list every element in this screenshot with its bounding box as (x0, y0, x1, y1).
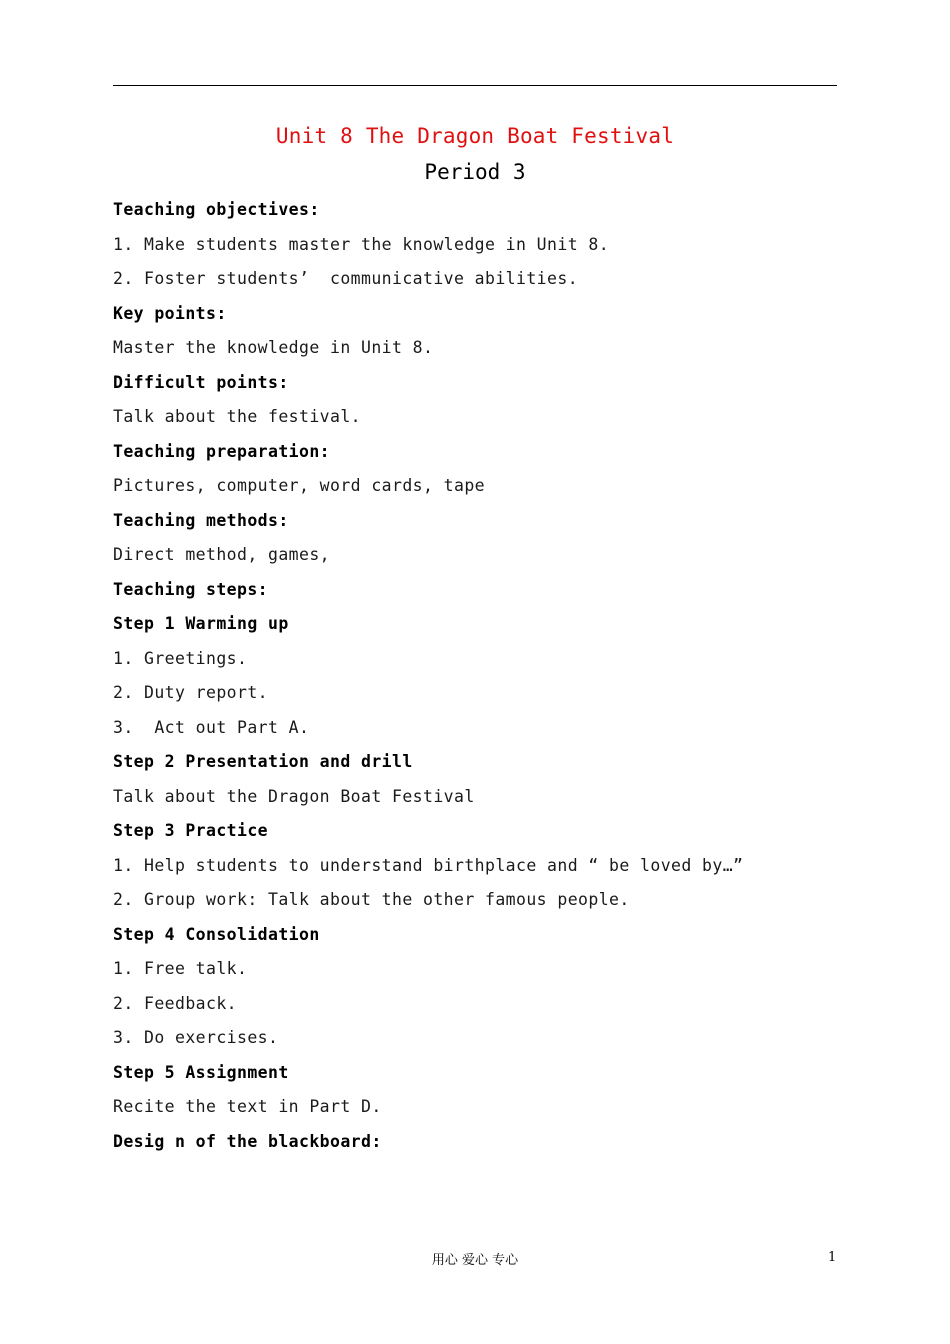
body-line: 1. Make students master the knowledge in Unit 8. (113, 234, 610, 254)
body-line: 1. Free talk. (113, 959, 248, 978)
step-heading: Step 5 Assignment (113, 1062, 289, 1082)
step-heading: Step 3 Practice (113, 821, 269, 840)
body-line: 1. Help students to understand birthplace and “ be loved by…” (113, 855, 744, 875)
section-heading: Key points: (113, 303, 227, 323)
body-line: Pictures, computer, word cards, tape (113, 476, 486, 495)
body-line: Master the knowledge in Unit 8. (113, 338, 434, 357)
header-rule (113, 85, 837, 86)
section-heading: Difficult points: (113, 372, 289, 392)
section-heading: Desig n of the blackboard: (113, 1131, 382, 1151)
body-line: Talk about the festival. (113, 407, 362, 426)
body-line: Direct method, games, (113, 545, 331, 564)
body-line: 3. Act out Part A. (113, 717, 310, 737)
step-heading: Step 4 Consolidation (113, 924, 320, 944)
section-heading: Teaching objectives: (113, 200, 320, 219)
document-subtitle: Period 3 (424, 160, 526, 184)
body-line: 2. Duty report. (113, 683, 269, 702)
page-number: 1 (828, 1250, 837, 1265)
body-line: 2. Feedback. (113, 993, 238, 1013)
body-line: 2. Group work: Talk about the other famous people. (113, 890, 630, 909)
step-heading: Step 1 Warming up (113, 614, 289, 633)
body-line: 1. Greetings. (113, 648, 248, 668)
body-line: 2. Foster students’ communicative abilities. (113, 269, 579, 288)
body-line: 3. Do exercises. (113, 1028, 279, 1047)
body-line: Talk about the Dragon Boat Festival (113, 786, 475, 806)
section-heading: Teaching methods: (113, 510, 289, 530)
section-heading: Teaching steps: (113, 579, 269, 599)
step-heading: Step 2 Presentation and drill (113, 752, 413, 771)
document-title: Unit 8 The Dragon Boat Festival (275, 124, 675, 148)
body-line: Recite the text in Part D. (113, 1097, 382, 1116)
footer-motto: 用心 爱心 专心 (431, 1253, 519, 1268)
document-body (113, 196, 853, 1162)
section-heading: Teaching preparation: (113, 441, 331, 461)
